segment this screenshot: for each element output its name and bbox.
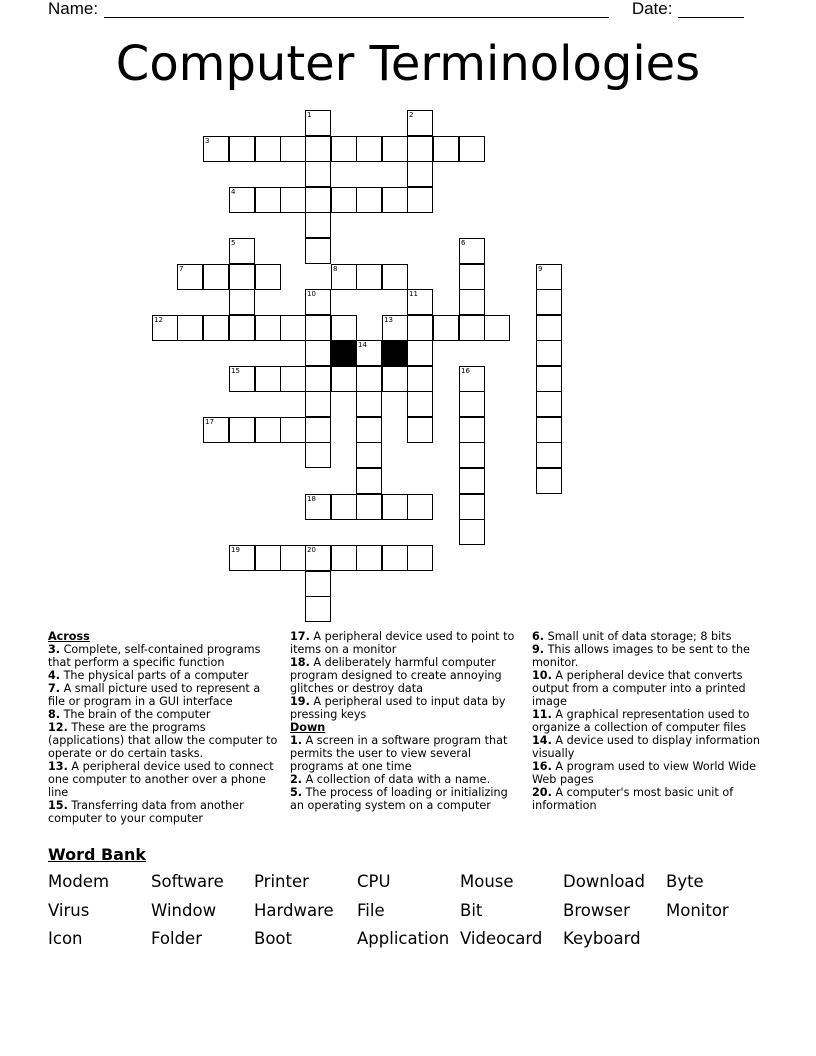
clue-text: Small unit of data storage; 8 bits <box>544 630 732 643</box>
cell-number: 5 <box>231 239 236 247</box>
crossword-cell[interactable] <box>229 136 255 162</box>
crossword-cell[interactable] <box>382 315 408 341</box>
crossword-cell[interactable] <box>255 545 281 571</box>
cell-number: 10 <box>307 290 316 298</box>
clue-text: A collection of data with a name. <box>302 773 491 786</box>
crossword-cell[interactable] <box>255 366 281 392</box>
word-bank-item: Hardware <box>254 900 334 920</box>
clue-number: 17. <box>290 630 310 643</box>
cell-number: 20 <box>307 546 316 554</box>
clue-text: A screen in a software program that permits the user to view several programs at one time <box>290 734 508 773</box>
crossword-cell[interactable] <box>356 187 382 213</box>
clue-text: A computer's most basic unit of information <box>532 786 734 812</box>
clue-number: 9. <box>532 643 545 656</box>
crossword-cell[interactable] <box>459 289 485 315</box>
word-bank-item: Virus <box>48 900 90 920</box>
clue-text: A small picture used to represent a file or program in a GUI interface <box>48 682 261 708</box>
down-clues-list <box>290 734 522 812</box>
clues-column-2 <box>290 630 522 812</box>
crossword-cell[interactable] <box>459 519 485 545</box>
crossword-cell[interactable] <box>255 315 281 341</box>
clue <box>290 786 522 812</box>
word-bank-item: Printer <box>254 872 309 891</box>
word-bank-item: Keyboard <box>563 929 641 948</box>
crossword-cell[interactable] <box>305 136 331 162</box>
crossword-cell[interactable] <box>331 545 357 571</box>
clue <box>290 773 522 786</box>
clue-text: The physical parts of a computer <box>60 669 249 682</box>
cell-number: 8 <box>333 265 338 273</box>
clue-text: These are the programs (applications) that allow the computer to operate or do certain tasks. <box>48 721 278 760</box>
crossword-cell[interactable] <box>356 391 382 417</box>
word-bank-item: File <box>357 900 385 920</box>
clue-text: A peripheral device used to connect one computer to another over a phone line <box>48 760 274 799</box>
crossword-cell[interactable] <box>536 366 562 392</box>
crossword-cell[interactable] <box>459 391 485 417</box>
clue <box>48 721 280 760</box>
word-bank-item: Modem <box>48 872 110 891</box>
cell-number: 1 <box>307 111 312 119</box>
word-bank-item: CPU <box>357 872 391 891</box>
crossword-cell[interactable] <box>459 315 485 341</box>
crossword-cell[interactable] <box>459 238 485 264</box>
crossword-cell[interactable] <box>305 161 331 187</box>
crossword-cell[interactable] <box>536 417 562 443</box>
crossword-cell[interactable] <box>280 417 306 443</box>
clue-text: A deliberately harmful computer program designed to create annoying glitches or destroy data <box>290 656 502 695</box>
clue-number: 2. <box>290 773 303 786</box>
crossword-cell[interactable] <box>305 417 331 443</box>
clue <box>48 643 280 669</box>
crossword-cell[interactable] <box>459 442 485 468</box>
word-bank-title: Word Bank <box>48 845 147 864</box>
word-bank-item: Software <box>151 872 224 891</box>
crossword-cell[interactable] <box>356 340 382 366</box>
clue <box>290 630 522 656</box>
clue <box>532 786 768 812</box>
clue-number: 15. <box>48 799 68 812</box>
crossword-cell[interactable] <box>433 315 459 341</box>
crossword-cell[interactable] <box>280 136 306 162</box>
crossword-cell[interactable] <box>331 366 357 392</box>
crossword-cell[interactable] <box>229 238 255 264</box>
crossword-cell[interactable] <box>203 417 229 443</box>
crossword-cell[interactable] <box>382 136 408 162</box>
word-bank-item: Application <box>357 929 450 948</box>
crossword-cell[interactable] <box>331 494 357 520</box>
clue <box>48 669 280 682</box>
crossword-cell[interactable] <box>356 545 382 571</box>
crossword-cell[interactable] <box>305 187 331 213</box>
crossword-cell[interactable] <box>305 596 331 622</box>
cell-number: 19 <box>231 546 240 554</box>
name-label: Name: <box>48 0 99 18</box>
crossword-cell[interactable] <box>255 264 281 290</box>
crossword-cell[interactable] <box>407 161 433 187</box>
crossword-cell[interactable] <box>229 417 255 443</box>
crossword-cell[interactable] <box>177 264 203 290</box>
crossword-cell[interactable] <box>382 366 408 392</box>
crossword-cell[interactable] <box>407 494 433 520</box>
clue-text: Complete, self-contained programs that perform a specific function <box>48 643 261 669</box>
crossword-cell[interactable] <box>305 289 331 315</box>
crossword-cell[interactable] <box>407 417 433 443</box>
crossword-cell[interactable] <box>356 494 382 520</box>
crossword-cell[interactable] <box>459 264 485 290</box>
cell-number: 4 <box>231 188 236 196</box>
crossword-cell[interactable] <box>356 264 382 290</box>
clue <box>532 630 768 643</box>
crossword-cell[interactable] <box>203 136 229 162</box>
clue <box>290 695 522 721</box>
clue-number: 13. <box>48 760 68 773</box>
crossword-black-cell <box>331 340 357 366</box>
clues-column-3 <box>532 630 768 812</box>
crossword-cell[interactable] <box>407 315 433 341</box>
crossword-cell[interactable] <box>459 366 485 392</box>
crossword-cell[interactable] <box>484 315 510 341</box>
crossword-cell[interactable] <box>177 315 203 341</box>
crossword-cell[interactable] <box>305 340 331 366</box>
cell-number: 13 <box>384 316 393 324</box>
cell-number: 12 <box>154 316 163 324</box>
clue-text: The brain of the computer <box>60 708 211 721</box>
cell-number: 16 <box>461 367 470 375</box>
crossword-cell[interactable] <box>305 391 331 417</box>
crossword-cell[interactable] <box>331 136 357 162</box>
cell-number: 2 <box>409 111 414 119</box>
cell-number: 6 <box>461 239 466 247</box>
cell-number: 15 <box>231 367 240 375</box>
clue-number: 12. <box>48 721 68 734</box>
crossword-cell[interactable] <box>382 545 408 571</box>
crossword-cell[interactable] <box>305 315 331 341</box>
crossword-cell[interactable] <box>229 366 255 392</box>
clue-number: 16. <box>532 760 552 773</box>
clues-column-1 <box>48 630 280 825</box>
crossword-cell[interactable] <box>229 187 255 213</box>
date-label: Date: <box>631 0 673 18</box>
name-line <box>104 3 609 18</box>
crossword-cell[interactable] <box>203 264 229 290</box>
crossword-cell[interactable] <box>459 136 485 162</box>
crossword-cell[interactable] <box>407 366 433 392</box>
crossword-cell[interactable] <box>536 264 562 290</box>
clue-text: A graphical representation used to organize a collection of computer files <box>532 708 750 734</box>
cell-number: 3 <box>205 137 210 145</box>
across-clues-list <box>48 643 280 825</box>
crossword-cell[interactable] <box>382 494 408 520</box>
crossword-cell[interactable] <box>280 315 306 341</box>
crossword-cell[interactable] <box>536 468 562 494</box>
clue-number: 8. <box>48 708 61 721</box>
clue-number: 20. <box>532 786 552 799</box>
crossword-cell[interactable] <box>536 442 562 468</box>
word-bank-item: Browser <box>563 900 630 920</box>
clue <box>48 708 280 721</box>
clue-number: 4. <box>48 669 61 682</box>
page-title: Computer Terminologies <box>115 36 701 92</box>
crossword-cell[interactable] <box>536 391 562 417</box>
crossword-cell[interactable] <box>407 340 433 366</box>
clue-number: 11. <box>532 708 552 721</box>
crossword-cell[interactable] <box>407 391 433 417</box>
word-bank-item: Folder <box>151 929 202 948</box>
crossword-cell[interactable] <box>305 442 331 468</box>
crossword-cell[interactable] <box>229 315 255 341</box>
down-clues-list-continued <box>532 630 768 812</box>
word-bank-item: Bit <box>460 900 483 920</box>
crossword-cell[interactable] <box>407 545 433 571</box>
cell-number: 9 <box>538 265 543 273</box>
down-heading: Down <box>290 721 326 734</box>
clue <box>532 734 768 760</box>
clue-number: 14. <box>532 734 552 747</box>
crossword-cell[interactable] <box>356 417 382 443</box>
crossword-cell[interactable] <box>305 238 331 264</box>
crossword-cell[interactable] <box>203 315 229 341</box>
cell-number: 18 <box>307 495 316 503</box>
crossword-cell[interactable] <box>356 442 382 468</box>
crossword-cell[interactable] <box>331 187 357 213</box>
clue-number: 1. <box>290 734 303 747</box>
clue-text: Transferring data from another computer to your computer <box>48 799 244 825</box>
crossword-cell[interactable] <box>407 289 433 315</box>
word-bank-item: Videocard <box>460 929 543 948</box>
crossword-cell[interactable] <box>331 264 357 290</box>
crossword-cell[interactable] <box>356 136 382 162</box>
date-line <box>678 3 744 18</box>
crossword-cell[interactable] <box>229 264 255 290</box>
crossword-cell[interactable] <box>356 366 382 392</box>
crossword-cell[interactable] <box>407 110 433 136</box>
clue <box>532 708 768 734</box>
clue <box>532 643 768 669</box>
crossword-cell[interactable] <box>536 340 562 366</box>
clue-number: 5. <box>290 786 303 799</box>
word-bank-item: Icon <box>48 929 83 948</box>
crossword-cell[interactable] <box>305 494 331 520</box>
word-bank-item: Window <box>151 900 217 920</box>
clue-number: 7. <box>48 682 61 695</box>
clue-text: A peripheral used to input data by pressing keys <box>290 695 506 721</box>
clue <box>48 760 280 799</box>
clue <box>290 656 522 695</box>
clue-number: 18. <box>290 656 310 669</box>
clue-text: A program used to view World Wide Web pages <box>532 760 756 786</box>
across-clues-list-continued <box>290 630 522 721</box>
clue-text: A device used to display information visually <box>532 734 760 760</box>
cell-number: 7 <box>179 265 184 273</box>
across-heading: Across <box>48 630 90 643</box>
word-bank-item: Boot <box>254 929 292 948</box>
crossword-cell[interactable] <box>459 417 485 443</box>
clue-number: 6. <box>532 630 545 643</box>
cell-number: 14 <box>358 341 367 349</box>
clue <box>532 760 768 786</box>
word-bank-item: Download <box>563 872 646 891</box>
crossword-cell[interactable] <box>255 136 281 162</box>
crossword-cell[interactable] <box>280 545 306 571</box>
word-bank-item: Byte <box>666 872 704 891</box>
crossword-cell[interactable] <box>331 315 357 341</box>
crossword-cell[interactable] <box>305 571 331 597</box>
clue-number: 10. <box>532 669 552 682</box>
crossword-cell[interactable] <box>407 136 433 162</box>
clue <box>48 799 280 825</box>
header <box>48 0 748 22</box>
crossword-cell[interactable] <box>407 187 433 213</box>
crossword-cell[interactable] <box>305 366 331 392</box>
crossword-black-cell <box>382 340 408 366</box>
crossword-cell[interactable] <box>433 136 459 162</box>
word-bank-item: Mouse <box>460 872 514 891</box>
crossword-cell[interactable] <box>382 264 408 290</box>
crossword-cell[interactable] <box>152 315 178 341</box>
clue-text: A peripheral device that converts output from a computer into a printed image <box>532 669 746 708</box>
crossword-cell[interactable] <box>255 417 281 443</box>
crossword-cell[interactable] <box>255 187 281 213</box>
crossword-cell[interactable] <box>459 468 485 494</box>
crossword-cell[interactable] <box>229 289 255 315</box>
crossword-cell[interactable] <box>305 110 331 136</box>
crossword-cell[interactable] <box>280 187 306 213</box>
crossword-cell[interactable] <box>356 468 382 494</box>
crossword-cell[interactable] <box>536 315 562 341</box>
clue-text: A peripheral device used to point to items on a monitor <box>290 630 515 656</box>
crossword-cell[interactable] <box>305 212 331 238</box>
clue <box>290 734 522 773</box>
word-bank-item: Monitor <box>666 900 729 920</box>
clue-text: This allows images to be sent to the monitor. <box>532 643 750 669</box>
clue <box>532 669 768 708</box>
clue <box>48 682 280 708</box>
crossword-cell[interactable] <box>536 289 562 315</box>
cell-number: 11 <box>409 290 418 298</box>
clue-text: The process of loading or initializing an operating system on a computer <box>290 786 508 812</box>
crossword-cell[interactable] <box>229 545 255 571</box>
crossword-cell[interactable] <box>459 494 485 520</box>
crossword-cell[interactable] <box>382 187 408 213</box>
crossword-cell[interactable] <box>280 366 306 392</box>
cell-number: 17 <box>205 418 214 426</box>
clue-number: 3. <box>48 643 61 656</box>
clue-number: 19. <box>290 695 310 708</box>
crossword-cell[interactable] <box>305 545 331 571</box>
